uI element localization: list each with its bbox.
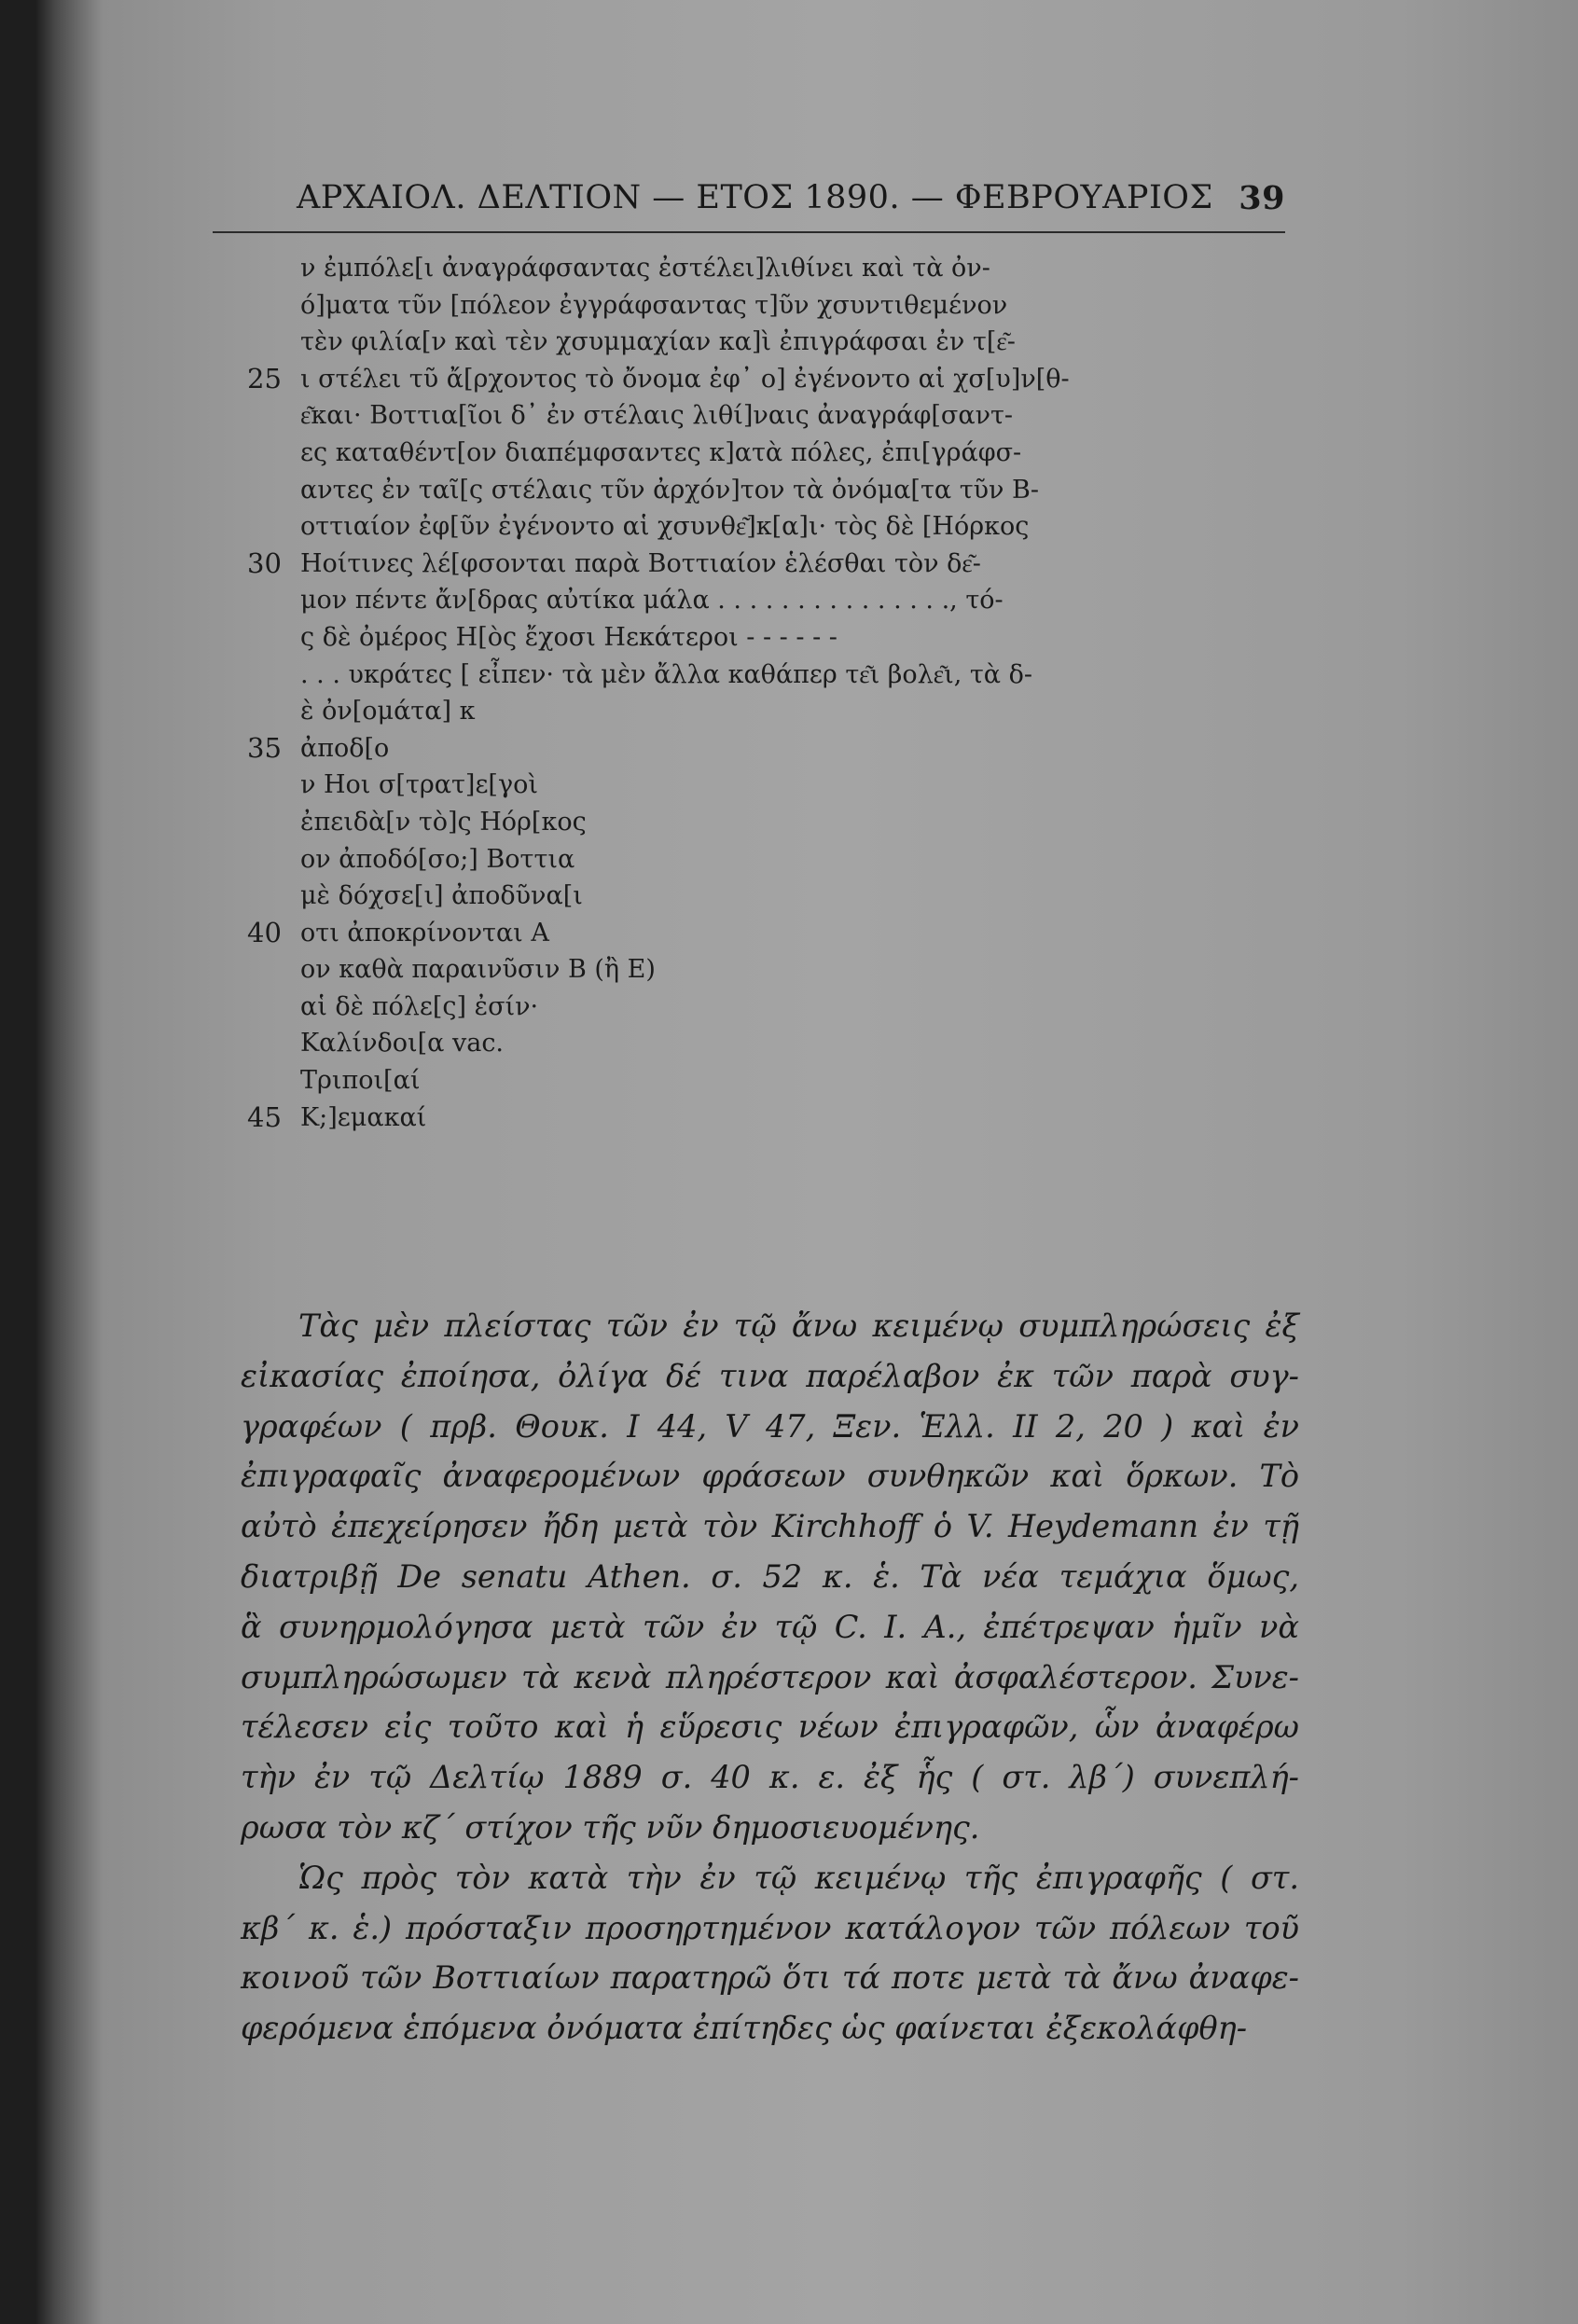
commentary-line: τὴν ἐν τῷ Δελτίῳ 1889 σ. 40 κ. ε. ἐξ ἧς ( στ. λβ´) συνεπλή- — [241, 1759, 1299, 1796]
header-rule — [213, 231, 1285, 233]
inscription-line — [252, 287, 1306, 325]
line-number: 35 — [247, 731, 282, 764]
inscription-line — [252, 878, 1306, 915]
inscription-line-text: ον ἀποδό[σο;] Βοττια — [300, 844, 575, 874]
commentary-line: ἃ συνηρμολόγησα μετὰ τῶν ἐν τῷ C. I. A., ἐπέτρεψαν ἡμῖν νὰ — [241, 1608, 1299, 1645]
commentary-line: συμπληρώσωμεν τὰ κενὰ πληρέστερον καὶ ἀσφαλέστερον. Συνε- — [241, 1658, 1299, 1695]
inscription-line — [252, 582, 1306, 619]
inscription-line — [252, 250, 1306, 287]
running-head: ΑΡΧΑΙΟΛ. ΔΕΛΤΙΟΝ — ΕΤΟΣ 1890. — ΦΕΒΡΟΥΑΡΙΟΣ — [297, 179, 1213, 216]
inscription-line-text: Κ;]εμακαί — [300, 1102, 427, 1132]
commentary-line: αὐτὸ ἐπεχείρησεν ἤδη μετὰ τὸν Kirchhoff ὁ V. Heydemann ἐν τῇ — [241, 1508, 1299, 1545]
inscription-line — [252, 397, 1306, 435]
commentary-line: εἰκασίας ἐποίησα, ὀλίγα δέ τινα παρέλαβον ἐκ τῶν παρὰ συγ- — [241, 1357, 1299, 1394]
line-number: 25 — [247, 362, 282, 394]
line-number: 30 — [247, 546, 282, 579]
inscription-line-text: ε͂και· Βοττια[ῖοι δ᾿ ἐν στέλαις λιθί]ναις ἀναγράφ[σαντ- — [300, 401, 1014, 431]
commentary-line: ρωσα τὸν κζ´ στίχον τῆς νῦν δημοσιευομένης. — [241, 1808, 980, 1846]
inscription-text — [247, 250, 1306, 1136]
inscription-line-text: οττιαίον ἐφ[ῦν ἐγένοντο αἱ χσυνθε͂]κ[α]ι· τὸς δὲ [Hόρκος — [300, 512, 1030, 542]
inscription-line-text: αἱ δὲ πόλε[ς] ἐσίν· — [300, 991, 539, 1021]
inscription-line — [252, 1062, 1306, 1100]
inscription-line — [252, 619, 1306, 657]
inscription-line — [252, 435, 1306, 472]
inscription-line-text: οτι ἀποκρίνονται Α — [300, 918, 549, 948]
inscription-line — [252, 657, 1306, 694]
inscription-line-text: ι στέλει τῦ ἄ[ρχοντος τὸ ὄνομα ἐφ᾿ ο] ἐγένοντο αἱ χσ[υ]ν[θ- — [300, 364, 1070, 394]
inscription-line-text: Τριποι[αί — [300, 1066, 421, 1096]
inscription-line-text: ό]ματα τῦν [πόλεον ἐγγράφσαντας τ]ῦν χσυντιθεμένον — [300, 290, 1008, 320]
inscription-line-text: ἐπειδὰ[ν τὸ]ς Hόρ[κος — [300, 807, 587, 837]
inscription-line — [252, 951, 1306, 989]
inscription-line-text: τὲν φιλία[ν καὶ τὲν χσυμμαχίαν κα]ὶ ἐπιγράφσαι ἐν τ[ε͂- — [300, 327, 1016, 357]
inscription-line — [252, 767, 1306, 804]
page-header — [297, 179, 1285, 226]
inscription-line-text: Καλίνδοι[α vac. — [300, 1029, 505, 1058]
page-number: 39 — [1239, 179, 1285, 217]
inscription-line-text: αντες ἐν ταῖ[ς στέλαις τῦν ἀρχόν]τον τὰ ὀνόμα[τα τῦν Β- — [300, 475, 1040, 505]
inscription-line — [247, 915, 1306, 952]
inscription-line-text: . . . υκράτες [ εἶπεν· τὰ μὲν ἄλλα καθάπερ τε͂ι βολε͂ι, τὰ δ- — [300, 659, 1033, 689]
inscription-line-text: ν ἐμπόλε[ι ἀναγράφσαντας ἐστέλει]λιθίνει καὶ τὰ ὀν- — [300, 254, 990, 283]
inscription-line-text: μον πέντε ἄν[δρας αὐτίκα μάλα . . . . . . . . . . . . . . ., τό- — [300, 586, 1004, 616]
inscription-line — [252, 1025, 1306, 1062]
inscription-line — [247, 1100, 1306, 1137]
inscription-line-text: ες καταθέντ[ον διαπέμφσαντες κ]ατὰ πόλες, ἐπι[γράφσ- — [300, 437, 1022, 467]
inscription-line — [252, 324, 1306, 361]
inscription-line — [247, 546, 1306, 583]
commentary-line: γραφέων ( πρβ. Θουκ. Ι 44, V 47, Ξεν. Ἑλλ. ΙΙ 2, 20 ) καὶ ἐν — [241, 1407, 1299, 1445]
commentary-line: Τὰς μὲν πλείστας τῶν ἐν τῷ ἄνω κειμένῳ συμπληρώσεις ἐξ — [298, 1307, 1299, 1344]
inscription-line-text: ς δὲ ὀμέρος H[ὸς ἔχοσι Hεκάτεροι - - - - - - — [300, 622, 837, 652]
inscription-line-text: μὲ δόχσε[ι] ἀποδῦνα[ι — [300, 881, 583, 911]
commentary-line: φερόμενα ἑπόμενα ὀνόματα ἐπίτηδες ὡς φαίνεται ἐξεκολάφθη- — [241, 2010, 1248, 2047]
line-number: 45 — [247, 1100, 282, 1133]
inscription-line — [252, 472, 1306, 509]
commentary-line: κοινοῦ τῶν Βοττιαίων παρατηρῶ ὅτι τά ποτε μετὰ τὰ ἄνω ἀναφε- — [241, 1959, 1299, 1997]
line-number: 40 — [247, 916, 282, 948]
inscription-line-text: Hοίτινες λέ[φσονται παρὰ Βοττιαίον ἑλέσθαι τὸν δε͂- — [300, 548, 981, 578]
inscription-line-text: ον καθὰ παραινῦσιν Β (ἢ Ε) — [300, 955, 656, 985]
commentary-line: κβ´ κ. ἑ.) πρόσταξιν προσηρτημένον κατάλογον τῶν πόλεων τοῦ — [241, 1909, 1299, 1946]
inscription-line — [247, 730, 1306, 768]
commentary-line: τέλεσεν εἰς τοῦτο καὶ ἡ εὕρεσις νέων ἐπιγραφῶν, ὧν ἀναφέρω — [241, 1708, 1299, 1746]
commentary-line: Ὡς πρὸς τὸν κατὰ τὴν ἐν τῷ κειμένῳ τῆς ἐπιγραφῆς ( στ. — [298, 1859, 1299, 1896]
inscription-line — [252, 841, 1306, 878]
inscription-line — [252, 693, 1306, 730]
inscription-line — [247, 361, 1306, 398]
inscription-line-text: ἀποδ[ο — [300, 733, 390, 763]
inscription-line-text: ν Hοι σ[τρατ]ε[γοὶ — [300, 770, 538, 800]
inscription-line — [252, 508, 1306, 546]
commentary-line: διατριβῇ De senatu Athen. σ. 52 κ. ἑ. Τὰ νέα τεμάχια ὅμως, — [241, 1557, 1299, 1595]
inscription-line-text: ὲ ὀν[ομάτα] κ — [300, 697, 476, 726]
inscription-line — [252, 989, 1306, 1026]
commentary-line: ἐπιγραφαῖς ἀναφερομένων φράσεων συνθηκῶν καὶ ὅρκων. Τὸ — [241, 1458, 1299, 1495]
commentary-text — [241, 1301, 1299, 2054]
inscription-line — [252, 804, 1306, 841]
